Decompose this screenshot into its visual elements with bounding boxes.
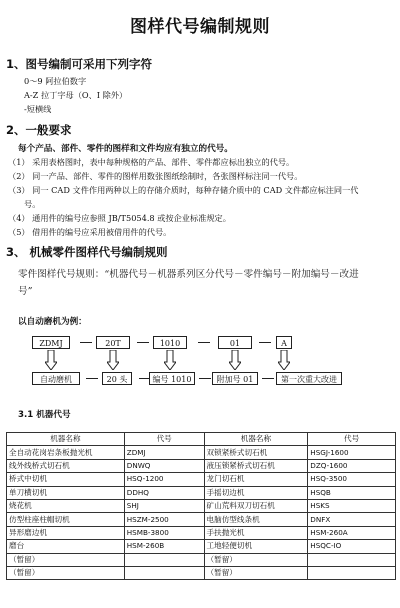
section-2-item-2: （2） 同一产品、部件、零件的图样用数张图纸绘制时，各张图样标注同一代号。 (8, 171, 303, 181)
column-header-code: 代号 (124, 433, 204, 446)
machine-name-cell: （暂留） (7, 566, 125, 579)
machine-code-cell: ZDMJ (124, 446, 204, 459)
machine-code-cell: HSQ-1200 (124, 473, 204, 486)
machine-code-table (6, 432, 396, 580)
section-2-item-3: （3） 同一 CAD 文件作用两种以上的存储介质时，每种存储介质中的 CAD 文件都应标注同一代 (8, 185, 359, 195)
section-3-heading: 3、 机械零件图样代号编制规则 (6, 245, 168, 259)
machine-code-cell: DDHQ (124, 486, 204, 499)
machine-code-cell: SHJ (124, 499, 204, 512)
machine-code-cell: HSMB-3800 (124, 526, 204, 539)
section-1-heading: 1、图号编制可采用下列字符 (6, 57, 153, 71)
table-row (7, 526, 396, 539)
machine-code-cell (124, 566, 204, 579)
section-1-line-1: 0～9 阿拉伯数字 (24, 76, 87, 86)
machine-code-cell (124, 553, 204, 566)
section-2-item-4: （4） 通用件的编号应参照 JB/T5054.8 或按企业标准规定。 (8, 213, 231, 223)
code-separator (198, 342, 210, 343)
section-2-item-5: （5） 借用件的编号应采用被借用件的代号。 (8, 227, 172, 237)
machine-name-cell: 液压锁紧桥式切石机 (204, 459, 308, 472)
table-row (7, 446, 396, 459)
machine-name-cell: 异形磨边机 (7, 526, 125, 539)
code-box-revision: A (276, 336, 292, 349)
machine-code-cell (308, 566, 396, 579)
meaning-separator (86, 378, 98, 379)
section-1-line-3: -短横线 (24, 104, 52, 114)
meaning-box-machine: 自动磨机 (32, 372, 80, 385)
code-separator (259, 342, 271, 343)
section-2-heading: 2、一般要求 (6, 123, 72, 137)
meaning-box-additional: 附加号 01 (212, 372, 258, 385)
machine-code-cell: HSQC-IO (308, 540, 396, 553)
machine-code-cell: HSQB (308, 486, 396, 499)
column-header-machine-name: 机器名称 (7, 433, 125, 446)
machine-name-cell: 电脑仿型线条机 (204, 513, 308, 526)
machine-name-cell: （暂留） (204, 553, 308, 566)
table-row (7, 566, 396, 579)
table-row (7, 473, 396, 486)
machine-code-cell: HSZM-2500 (124, 513, 204, 526)
machine-name-cell: 手扶抛光机 (204, 526, 308, 539)
machine-code-cell: DZQ-1600 (308, 459, 396, 472)
code-box-additional: 01 (218, 336, 252, 349)
machine-name-cell: 线外线桥式切石机 (7, 459, 125, 472)
machine-name-cell: 桥式中切机 (7, 473, 125, 486)
down-arrow-icon (164, 350, 176, 370)
machine-code-cell: HSQ-3500 (308, 473, 396, 486)
machine-code-cell: HSKS (308, 499, 396, 512)
meaning-box-part: 编号 1010 (149, 372, 195, 385)
machine-code-cell: DNWQ (124, 459, 204, 472)
section-1-line-2: A-Z 拉丁字母（O、I 除外） (24, 90, 128, 100)
machine-code-cell: HSM-260B (124, 540, 204, 553)
section-3-1-heading: 3.1 机器代号 (18, 410, 71, 420)
section-3-rule-line-1: 零件图样代号规则：“机器代号－机器系列区分代号－零件编号－附加编号－改进 (18, 269, 359, 280)
machine-name-cell: 磨台 (7, 540, 125, 553)
machine-name-cell: 矿山荒料双刀切石机 (204, 499, 308, 512)
meaning-separator (262, 378, 274, 379)
code-separator (80, 342, 92, 343)
code-separator (137, 342, 149, 343)
table-row (7, 486, 396, 499)
section-3-rule-line-2: 号” (18, 286, 33, 297)
down-arrow-icon (107, 350, 119, 370)
machine-name-cell: 龙门切石机 (204, 473, 308, 486)
page-title: 图样代号编制规则 (130, 17, 270, 37)
down-arrow-icon (229, 350, 241, 370)
section-2-intro: 每个产品、部件、零件的图样和文件均应有独立的代号。 (18, 144, 233, 154)
column-header-code: 代号 (308, 433, 396, 446)
machine-name-cell: （暂留） (7, 553, 125, 566)
machine-name-cell: 全自动花岗岩条板抛光机 (7, 446, 125, 459)
machine-name-cell: 仿型柱座柱帽切机 (7, 513, 125, 526)
meaning-box-series: 20 头 (102, 372, 132, 385)
machine-name-cell: 手摇切边机 (204, 486, 308, 499)
machine-name-cell: （暂留） (204, 566, 308, 579)
machine-name-cell: 单刀横切机 (7, 486, 125, 499)
meaning-separator (199, 378, 211, 379)
code-box-machine: ZDMJ (32, 336, 70, 349)
machine-code-cell (308, 553, 396, 566)
meaning-box-revision: 第一次重大改进 (276, 372, 342, 385)
section-2-item-1: （1） 采用表格图时，表中每种规格的产品、部件、零件都应标出独立的代号。 (8, 157, 295, 167)
column-header-machine-name: 机器名称 (204, 433, 308, 446)
table-header-row (7, 433, 396, 446)
machine-code-cell: HSM-260A (308, 526, 396, 539)
machine-name-cell: 烧花机 (7, 499, 125, 512)
table-row (7, 553, 396, 566)
table-row (7, 540, 396, 553)
machine-name-cell: 工地轻便切机 (204, 540, 308, 553)
down-arrow-icon (45, 350, 57, 370)
code-box-part: 1010 (153, 336, 187, 349)
example-label: 以自动磨机为例： (18, 317, 87, 327)
table-row (7, 499, 396, 512)
down-arrow-icon (278, 350, 290, 370)
machine-name-cell: 双锁紧桥式切石机 (204, 446, 308, 459)
machine-code-cell: HSGJ-1600 (308, 446, 396, 459)
code-box-series: 20T (96, 336, 130, 349)
section-2-item-3-cont: 号。 (24, 199, 41, 209)
table-row (7, 459, 396, 472)
table-row (7, 513, 396, 526)
machine-code-cell: DNFX (308, 513, 396, 526)
